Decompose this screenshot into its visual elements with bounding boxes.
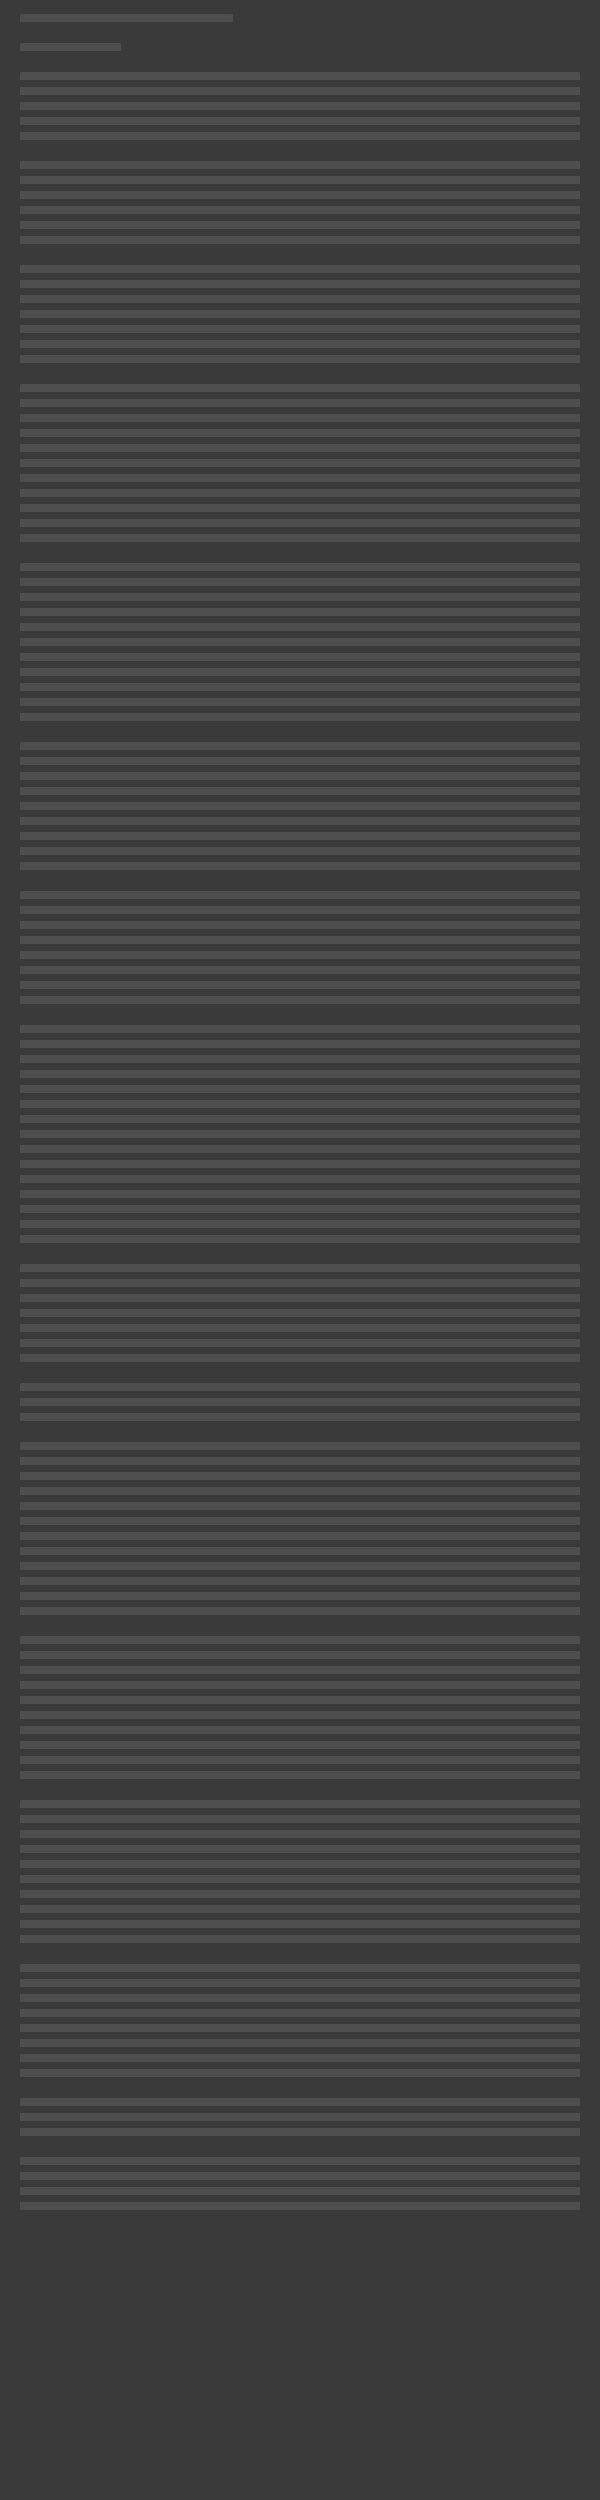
story-paragraph xyxy=(20,265,580,370)
story-paragraph xyxy=(20,43,121,58)
story-paragraph xyxy=(20,563,580,728)
story-paragraph xyxy=(20,1800,580,1950)
story-paragraph xyxy=(20,1264,580,1369)
story-paragraph xyxy=(20,161,580,251)
story-paragraph xyxy=(20,1964,580,2084)
story-paragraph xyxy=(20,1383,580,1428)
story-paragraph xyxy=(20,742,580,877)
story-paragraph xyxy=(20,2098,580,2143)
story-paragraph xyxy=(20,2157,580,2217)
story-paragraph xyxy=(20,384,580,549)
story-paragraph xyxy=(20,1636,580,1786)
story-paragraph xyxy=(20,891,580,1011)
story-paragraph xyxy=(20,1442,580,1622)
story-paragraph xyxy=(20,72,580,147)
story-paragraph xyxy=(20,1025,580,1250)
story-paragraph xyxy=(20,14,233,29)
